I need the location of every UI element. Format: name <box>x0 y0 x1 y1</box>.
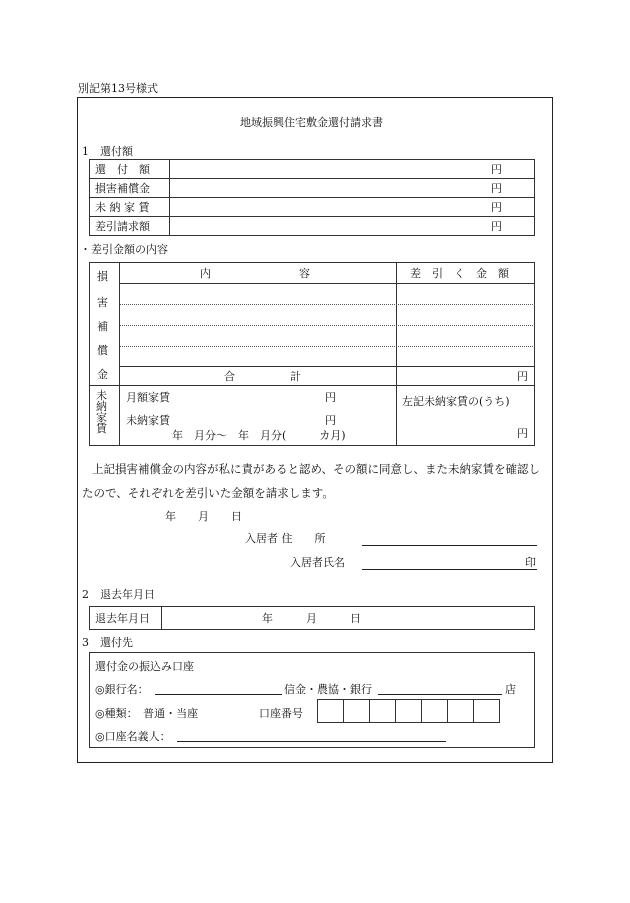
unpaid-rent-unit: 円 <box>491 201 502 214</box>
account-digit-box[interactable] <box>344 700 370 722</box>
declaration-date: 年 月 日 <box>165 510 242 523</box>
section3-heading: 3 還付先 <box>82 636 133 649</box>
damage-side-char: 補 <box>97 320 108 333</box>
net-claim-label: 差引請求額 <box>90 217 170 236</box>
refund-amount-table <box>89 159 535 236</box>
side-column-divider <box>119 262 120 446</box>
account-digit-box[interactable] <box>422 700 448 722</box>
unpaid-rent-row-label: 未納家賃 <box>126 414 170 427</box>
address-line[interactable] <box>362 545 537 546</box>
refund-label: 還 付 額 <box>90 160 170 179</box>
seal-mark: 印 <box>525 556 536 569</box>
amount-column-header: 差 引 く 金 額 <box>410 267 509 280</box>
dotted-line <box>120 346 535 347</box>
rent-divider <box>89 385 535 386</box>
account-digit-box[interactable] <box>370 700 396 722</box>
damage-unit: 円 <box>491 182 502 195</box>
account-number-boxes <box>317 699 500 723</box>
account-box-title: 還付金の振込み口座 <box>95 660 194 673</box>
account-digit-box[interactable] <box>448 700 474 722</box>
dotted-line <box>120 325 535 326</box>
bank-type-label: 信金・農協・銀行 <box>284 683 372 696</box>
move-out-divider <box>161 606 162 630</box>
rent-side-char: 未 <box>96 389 107 402</box>
unpaid-rent-total-unit: 円 <box>517 427 528 440</box>
account-holder-line[interactable] <box>177 741 446 742</box>
damage-side-char: 償 <box>97 344 108 357</box>
section1-heading: 1 還付額 <box>82 145 133 158</box>
account-holder-label: ◎口座名義人： <box>95 730 171 743</box>
branch-name-line[interactable] <box>378 694 502 695</box>
move-out-date[interactable]: 年 月 日 <box>262 612 361 625</box>
declaration-line1: 上記損害補償金の内容が私に責があると認め、その額に同意し、また未納家賃を確認し <box>92 462 541 476</box>
refund-amount-field[interactable] <box>170 160 535 179</box>
declaration-line2: たので、それぞれを差引いた金額を請求します。 <box>82 486 334 500</box>
tenant-name-line[interactable] <box>362 569 537 570</box>
account-digit-box[interactable] <box>474 700 499 722</box>
damage-side-char: 損 <box>97 270 108 283</box>
damage-amount-field[interactable] <box>170 179 535 198</box>
account-type-label: ◎種類： 普通・当座 <box>95 707 199 720</box>
rent-side-char: 賃 <box>96 422 107 435</box>
content-column-header: 内 容 <box>200 267 310 280</box>
branch-label: 店 <box>505 683 516 696</box>
total-label: 合 計 <box>224 370 301 383</box>
account-digit-box[interactable] <box>318 700 344 722</box>
refund-unit: 円 <box>491 163 502 176</box>
damage-label: 損害補償金 <box>90 179 170 198</box>
tenant-name-label: 入居者氏名 <box>290 556 345 569</box>
unpaid-rent-label: 未 納 家 賃 <box>90 198 170 217</box>
bank-name-line[interactable] <box>155 694 282 695</box>
address-label: 入居者 住 所 <box>245 532 326 545</box>
monthly-rent-unit: 円 <box>325 391 336 404</box>
form-number: 別記第13号様式 <box>78 82 158 95</box>
amount-column-divider <box>396 262 397 446</box>
move-out-label: 退去年月日 <box>95 612 150 625</box>
account-digit-box[interactable] <box>396 700 422 722</box>
rent-period: 年 月分〜 年 月分( カ月) <box>172 429 346 442</box>
bank-name-label: ◎銀行名： <box>95 683 149 696</box>
account-number-label: 口座番号 <box>259 707 303 720</box>
rent-side-label <box>96 390 107 434</box>
section2-heading: 2 退去年月日 <box>82 588 155 601</box>
damage-side-char: 害 <box>97 296 108 309</box>
net-claim-amount-field[interactable] <box>170 217 535 236</box>
deduction-heading: ・差引金額の内容 <box>80 243 168 256</box>
header-divider <box>119 283 535 284</box>
damage-side-char: 金 <box>97 368 108 381</box>
rent-side-char: 家 <box>96 411 107 424</box>
total-divider <box>119 366 535 367</box>
rent-side-char: 納 <box>96 400 107 413</box>
dotted-line <box>120 304 535 305</box>
unpaid-rent-row-unit: 円 <box>325 414 336 427</box>
form-title: 地域振興住宅敷金還付請求書 <box>240 116 383 129</box>
net-claim-unit: 円 <box>491 220 502 233</box>
monthly-rent-label: 月額家賃 <box>126 391 170 404</box>
unpaid-rent-amount-field[interactable] <box>170 198 535 217</box>
unpaid-rent-note: 左記未納家賃の(うち) <box>402 395 510 408</box>
total-unit: 円 <box>517 370 528 383</box>
